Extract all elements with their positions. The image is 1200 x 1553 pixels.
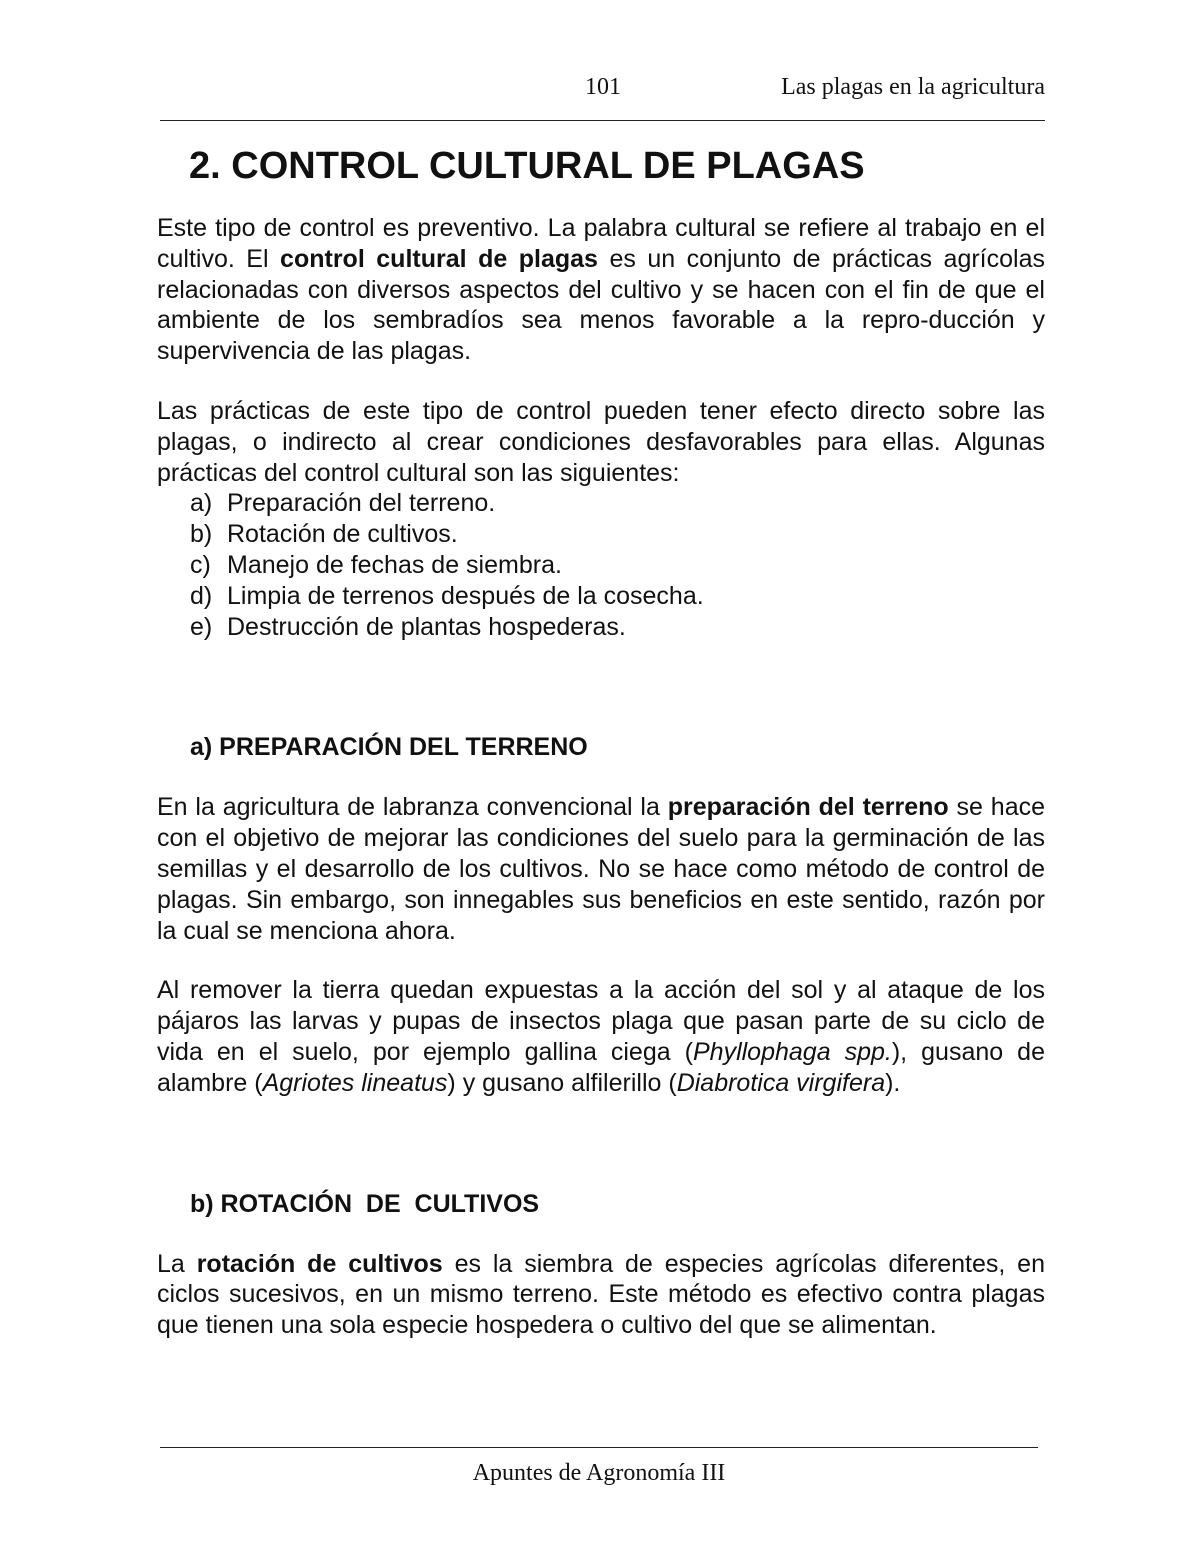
section-a-paragraph-2 (157, 975, 1045, 1098)
list-label: a) (190, 489, 213, 518)
text-run: ) y gusano alfilerillo ( (447, 1068, 677, 1097)
section-b-paragraph-1 (157, 1249, 1045, 1341)
list-text: Rotación de cultivos. (227, 520, 458, 549)
list-label: b) (190, 520, 213, 549)
list-text: Manejo de fechas de siembra. (227, 550, 562, 579)
species-name: Agriotes lineatus (262, 1068, 448, 1097)
list-label: e) (190, 612, 213, 641)
page-number: 101 (585, 74, 621, 100)
section-b-heading: b) ROTACIÓN DE CULTIVOS (190, 1189, 540, 1218)
species-name: Phyllophaga spp. (692, 1037, 892, 1066)
list-label: d) (190, 581, 213, 610)
page-content (157, 138, 1045, 1341)
running-title: Las plagas en la agricultura (781, 74, 1045, 100)
text-run: Este tipo de control es preventivo. La palabra cultural se refiere al trabajo en el cultivo. El (157, 214, 1045, 273)
intro-paragraph-2: Las prácticas de este tipo de control pueden tener efecto directo sobre las plagas, o indirecto al crear condiciones desfavorables para ellas. Algunas prácticas del control cultural son las siguientes: (157, 396, 1045, 487)
text-run: es un conjunto de prácticas agrícolas relacionadas con diversos aspectos del cultivo y se hacen con el fin de que el ambiente de los sembradíos sea menos favorable a la repro-ducción y supervivencia de las plagas. (157, 244, 1045, 366)
page-footer: Apuntes de Agronomía III (472, 1460, 726, 1486)
footer-rule (160, 1447, 1038, 1448)
text-run: es la siembra de especies agrícolas diferentes, en ciclos sucesivos, en un mismo terreno. Este método es efectivo contra plagas que tienen una sola especie hospedera o cultivo del que se alimentan. (157, 1249, 1045, 1340)
text-run: se hace con el objetivo de mejorar las condiciones del suelo para la germinación de las semillas y el desarrollo de los cultivos. No se hace como método de control de plagas. Sin embargo, son innegables sus beneficios en este sentido, razón por la cual se menciona ahora. (157, 793, 1045, 945)
header-rule (160, 120, 1045, 121)
bold-term: rotación de cultivos (196, 1249, 443, 1278)
list-item (190, 519, 1045, 550)
list-item (190, 488, 1045, 519)
list-item (190, 581, 1045, 612)
chapter-title: 2. CONTROL CULTURAL DE PLAGAS (189, 145, 865, 187)
text-run: Al remover la tierra quedan expuestas a la acción del sol y al ataque de los pájaros las larvas y pupas de insectos plaga que pasan parte de su ciclo de vida en el suelo, por ejemplo gallina ciega ( (157, 976, 1045, 1066)
text-run: En la agricultura de labranza convencional la (157, 793, 668, 822)
page-header (160, 70, 1045, 110)
list-item (190, 550, 1045, 581)
list-text: Preparación del terreno. (227, 489, 496, 518)
species-name: Diabrotica virgifera (676, 1068, 886, 1097)
list-label: c) (190, 550, 211, 579)
text-run: ). (885, 1068, 901, 1097)
bold-term: preparación del terreno (667, 793, 949, 822)
section-a-heading: a) PREPARACIÓN DEL TERRENO (190, 733, 588, 762)
text-run: ), gusano de alambre ( (157, 1037, 1045, 1097)
bold-term: control cultural de plagas (280, 244, 598, 273)
list-item (190, 612, 1045, 643)
section-a-paragraph-1 (157, 792, 1045, 946)
practices-list (157, 488, 1045, 642)
list-text: Destrucción de plantas hospederas. (227, 612, 626, 641)
intro-paragraph-1 (157, 213, 1045, 367)
list-text: Limpia de terrenos después de la cosecha. (227, 581, 704, 610)
text-run: La (157, 1249, 197, 1278)
